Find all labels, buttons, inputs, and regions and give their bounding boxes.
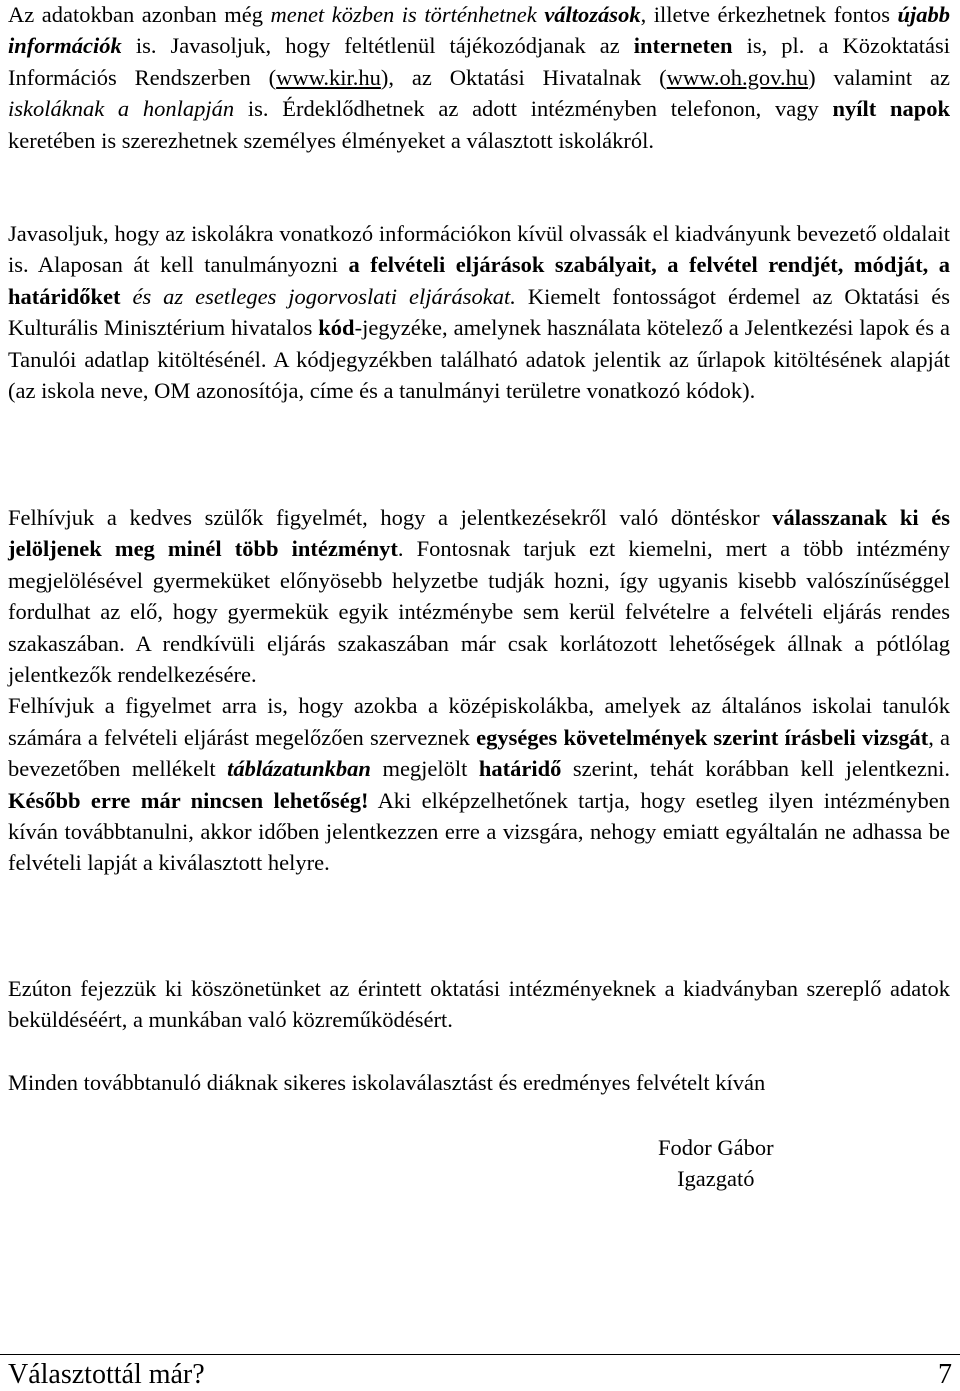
link-oh[interactable]: www.oh.gov.hu xyxy=(666,64,809,90)
emphasis-text: táblázatunkban xyxy=(227,756,371,782)
text: ) valamint az xyxy=(808,64,951,90)
text: -jegyzéke, amelynek használata kötelező a Jelentkezési lapok és a Tanulói adatlap kitöltésénél. A kódjegyzékben található adatok jelentik az űrlapok kitöltésének alapját (az iskola neve, OM azonosítója, címe és a tanulmányi területre vonatkozó kódok). xyxy=(8,315,950,404)
bold-text: interneten xyxy=(633,33,733,59)
paragraph-wishes: Minden továbbtanuló diáknak sikeres iskolaválasztást és eredményes felvételt kíván xyxy=(8,1070,766,1095)
text: szerint, tehát korábban kell jelentkezni. xyxy=(561,756,951,782)
paragraph-written-exam xyxy=(8,690,950,878)
emphasis-text: menet közben is történhetnek xyxy=(270,2,537,27)
text: , a bevezetőben mellékelt xyxy=(8,724,950,782)
paragraph-parents-notice xyxy=(8,502,950,879)
emphasis-text: újabb információk xyxy=(8,2,950,59)
text: Felhívjuk a figyelmet arra is, hogy azokba a középiskolákba, amelyek az általános iskolai tanulók számára a felvételi eljárást megelőzően szerveznek xyxy=(8,693,950,750)
text: . Fontosnak tarjuk ezt kiemelni, mert a több intézmény megjelölésével gyermeküket előnyösebb helyzetbe tudják hozni, így ugyanis kisebb valószínűséggel fordulhat az elő, hogy gyermekük egyik intézménybe sem kerül felvételre a felvételi eljárás rendes szakaszában. A rendkívüli eljárás szakaszában már csak korlátozott lehetőségek állnak a pótlólag jelentkezők rendelkezésére. xyxy=(8,536,951,688)
bold-text: Később erre már nincsen lehetőség! xyxy=(8,787,369,813)
text: ), az Oktatási Hivatalnak ( xyxy=(380,64,667,90)
emphasis-text: iskoláknak a honlapján xyxy=(8,96,235,122)
text: Javasoljuk, hogy az iskolákra vonatkozó információkon kívül olvassák el kiadványunk bevezető oldalait is. Alaposan át kell tanulmányozni xyxy=(8,221,950,278)
link-kir[interactable]: www.kir.hu xyxy=(276,64,381,90)
emphasis-text: változások xyxy=(544,2,641,27)
text: is. Érdeklődhetnek az adott intézményben telefonon, vagy xyxy=(234,96,833,122)
text: keretében is szerezhetnek személyes élményeket a választott iskolákról. xyxy=(8,127,654,153)
bold-text: a felvételi eljárások szabályait, a felvétel rendjét, módját, a határidőket xyxy=(8,252,950,309)
signature-block xyxy=(658,1132,774,1195)
text: megjelölt xyxy=(370,756,479,782)
bold-text: nyílt napok xyxy=(832,96,950,122)
text: is, pl. a Közoktatási Információs Rendszerben ( xyxy=(8,33,950,90)
footer-title: Választottál már? xyxy=(8,1359,205,1390)
bold-text: határidő xyxy=(478,756,562,782)
page-number: 7 xyxy=(938,1359,952,1390)
paragraph-choose-many xyxy=(8,502,950,690)
text xyxy=(121,284,133,309)
text: is. Javasoljuk, hogy feltétlenül tájékozódjanak az xyxy=(121,33,634,59)
paragraph-thanks: Ezúton fejezzük ki köszönetünket az érintett oktatási intézményeknek a kiadványban szereplő adatok beküldéséért, a munkában való közreműködésért. xyxy=(8,976,950,1033)
text: , illetve érkezhetnek fontos xyxy=(640,2,898,27)
text: Aki elképzelhetőnek tartja, hogy esetleg ilyen intézményben kíván továbbtanulni, akkor időben jelentkezzen erre a vizsgára, nehogy emiatt egyáltalán ne adhassa be felvételi lapját a kiválasztott helyre. xyxy=(8,787,950,876)
paragraph-procedures xyxy=(8,218,950,406)
emphasis-text: és az esetleges jogorvoslati eljárásokat. xyxy=(132,283,516,309)
paragraph-changes-notice xyxy=(8,0,950,156)
bold-text: kód xyxy=(318,315,355,341)
page-footer xyxy=(0,1354,960,1391)
text: Felhívjuk a kedves szülők figyelmét, hogy a jelentkezésekről való döntéskor xyxy=(8,505,773,530)
bold-text: válasszanak ki és jelöljenek meg minél több intézményt xyxy=(8,505,950,562)
text: Az adatokban azonban még xyxy=(8,2,271,27)
text: Kiemelt fontosságot érdemel az Oktatási és Kulturális Minisztérium hivatalos xyxy=(8,283,951,341)
signature-name: Fodor Gábor xyxy=(658,1135,774,1160)
bold-text: egységes követelmények szerint írásbeli vizsgát xyxy=(476,724,929,750)
signature-title: Igazgató xyxy=(677,1166,755,1192)
